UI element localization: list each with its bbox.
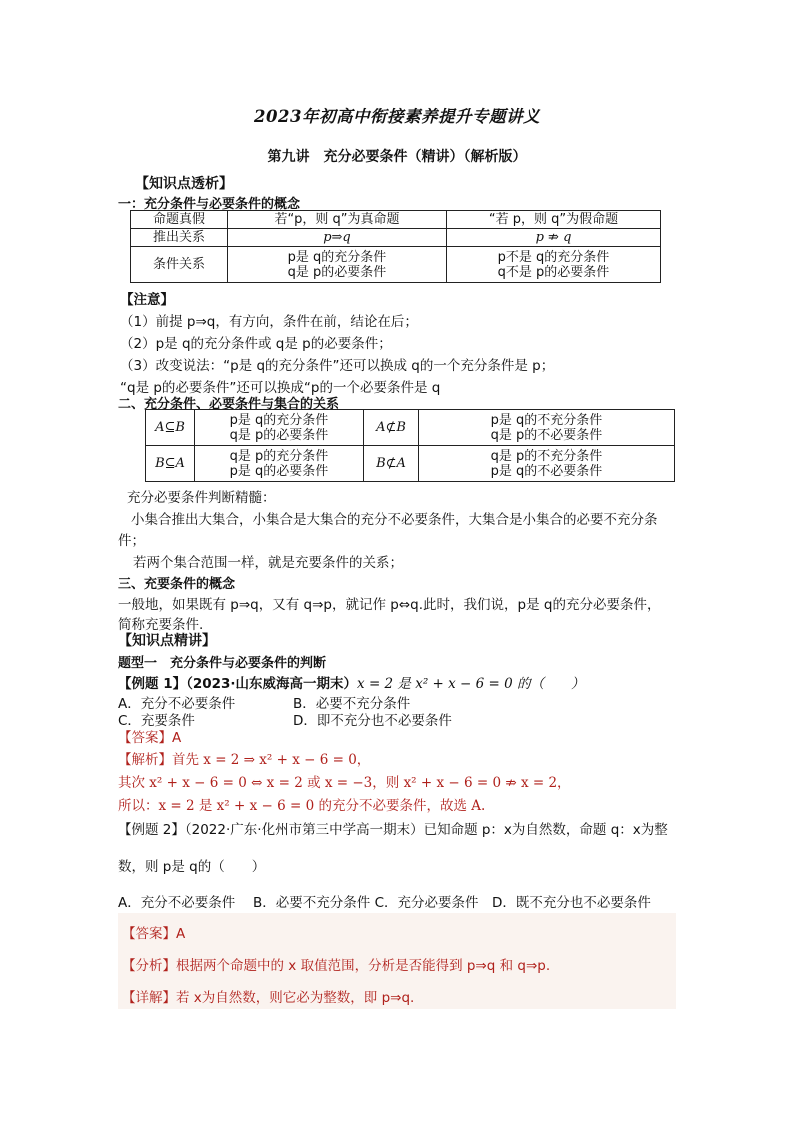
note-heading: 【注意】 [120,292,174,308]
example-label: 【例题 1】（2023·山东威海高一期末） [118,676,358,692]
option-a: A．充分不必要条件 [118,696,236,712]
set-relation-table [145,409,675,482]
table-cell: p⇒q [228,229,447,247]
answer-line: 【答案】A [122,926,186,942]
option-c: C．充要条件 [118,713,195,729]
solution-line: 其次 x² + x − 6 = 0 ⇔ x = 2 或 x = −3，则 x² + x − 6 = 0 ⇏ x = 2， [118,775,571,791]
answer-line: 【答案】A [118,730,182,746]
table-cell-line: p是 q的不必要条件 [490,463,603,479]
example-1-stem [118,672,585,692]
table-cell-line: q不是 p的必要条件 [497,264,610,280]
section-heading-lecture: 【知识点精讲】 [118,633,216,649]
table-cell: 推出关系 [131,229,228,247]
table-cell-line: p是 q的充分条件 [287,249,387,265]
tip-line: 件； [118,533,145,549]
example-question: x = 2 是 x² + x − 6 = 0 的（ ） [357,676,585,692]
table-cell: A⊄B [364,410,419,446]
example-2-stem [118,818,668,838]
paragraph-line: 一般地，如果既有 p⇒q，又有 q⇒p，就记作 p⇔q.此时，我们说，p是 q的充分必要条件， [118,597,661,613]
note-line: （1）前提 p⇒q，有方向，条件在前，结论在后； [120,314,418,330]
table-cell [228,247,447,283]
table-cell-line: q是 p的充分条件 [229,448,329,464]
example-2-stem-line: 数，则 p是 q的（ ） [118,859,266,875]
tip-line: 小集合推出大集合，小集合是大集合的充分不必要条件，大集合是小集合的必要不充分条 [131,512,658,528]
example-2-options: A．充分不必要条件 B．必要不充分条件 C．充分必要条件 D．既不充分也不必要条件 [118,895,651,911]
table-cell-line: p是 q的不充分条件 [490,412,603,428]
note-line: “q是 p的必要条件”还可以换成“p的一个必要条件是 q [120,380,441,396]
table-cell-line: p是 q的必要条件 [229,463,329,479]
table-cell-line: q是 p的不充分条件 [490,448,603,464]
table-cell-line: q是 p的必要条件 [229,427,329,443]
table-header-cell: “若 p，则 q”为假命题 [447,211,661,229]
option-b: B．必要不充分条件 [293,696,411,712]
example-2-stem-line: 【例题 2】（2022·广东·化州市第三中学高一期末）已知命题 p：x为自然数，命题 q：x为整 [118,822,668,838]
solution-line: 所以：x = 2 是 x² + x − 6 = 0 的充分不必要条件，故选 A. [118,798,486,814]
table-cell [419,446,675,482]
note-line: （2）p是 q的充分条件或 q是 p的必要条件； [120,336,392,352]
detail-line: 【详解】若 x为自然数，则它必为整数，即 p⇒q. [122,990,415,1006]
note-line: （3）改变说法：“p是 q的充分条件”还可以换成 q的一个充分条件是 p； [120,358,555,374]
lecture-subtitle: 第九讲 充分必要条件（精讲）（解析版） [267,149,527,165]
table-cell [447,247,661,283]
table-cell: B⊆A [146,446,195,482]
concept-table [130,210,661,283]
table-cell: 条件关系 [131,247,228,283]
section-3-heading: 三、充要条件的概念 [118,577,236,592]
tip-heading: 充分必要条件判断精髓： [127,490,276,506]
table-cell-line: p是 q的充分条件 [229,412,329,428]
tip-line: 若两个集合范围一样，就是充要条件的关系； [133,555,403,571]
option-d: D．即不充分也不必要条件 [293,713,452,729]
table-cell [195,446,364,482]
table-header-cell: 若“p，则 q”为真命题 [228,211,447,229]
table-cell-line: p不是 q的充分条件 [497,249,610,265]
table-cell [195,410,364,446]
section-2-heading: 二、充分条件、必要条件与集合的关系 [118,397,340,412]
paragraph-line: 简称充要条件. [118,617,204,633]
table-header-cell: 命题真假 [131,211,228,229]
section-heading-knowledge: 【知识点透析】 [135,176,233,192]
section-1-heading: 一：充分条件与必要条件的概念 [118,197,301,212]
table-cell: B⊄A [364,446,419,482]
solution-line: 【解析】首先 x = 2 ⇒ x² + x − 6 = 0， [118,752,371,768]
table-cell: p ⇏ q [447,229,661,247]
table-cell [419,410,675,446]
table-cell-line: q是 p的不必要条件 [490,427,603,443]
table-cell-line: q是 p的必要条件 [287,264,387,280]
document-title: 2023年初高中衔接素养提升专题讲义 [254,107,540,126]
question-type-heading: 题型一 充分条件与必要条件的判断 [118,656,327,671]
table-cell: A⊆B [146,410,195,446]
analysis-line: 【分析】根据两个命题中的 x 取值范围，分析是否能得到 p⇒q 和 q⇒p. [122,958,551,974]
